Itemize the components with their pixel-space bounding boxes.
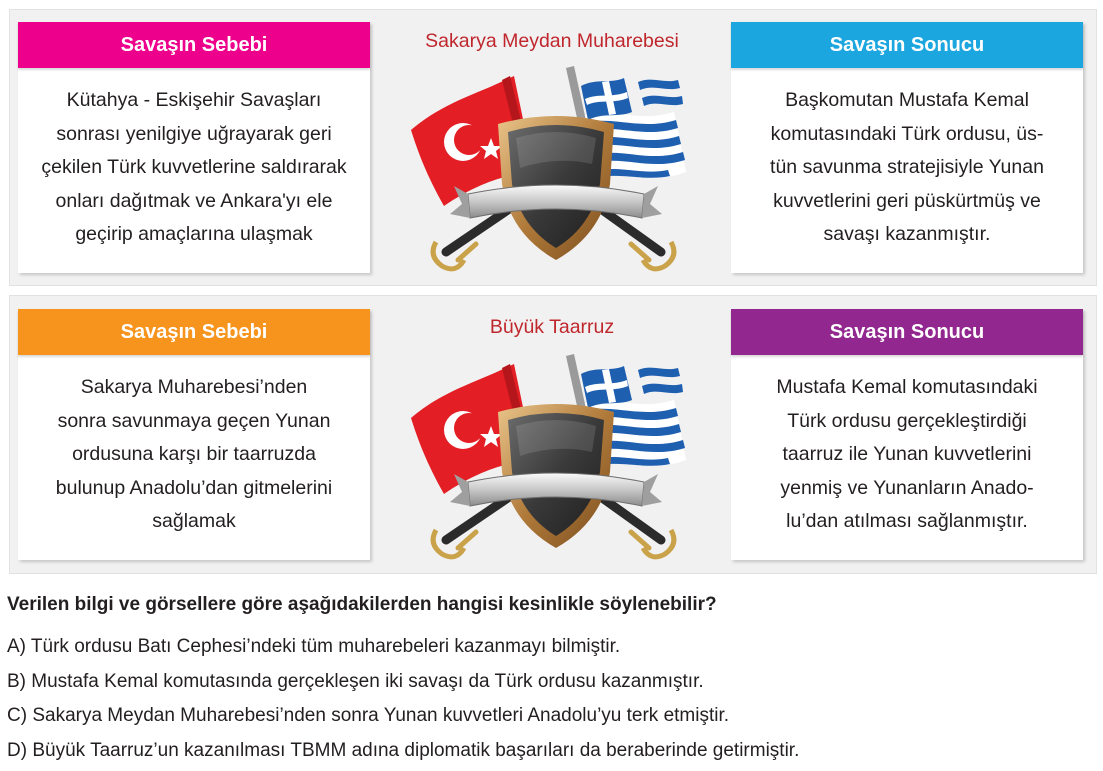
battle2-cause-card	[18, 309, 370, 560]
option-d[interactable]: D) Büyük Taarruz’un kazanılması TBMM adına diplomatik başarıları da beraberinde getirmiştir.	[7, 739, 800, 761]
text-line: geçirip amaçlarına ulaşmak	[75, 223, 313, 245]
text-line: bulunup Anadolu’dan gitmelerini	[55, 476, 333, 499]
text-line: savaşı kazanmıştır.	[823, 223, 991, 245]
battle2-emblem	[406, 352, 696, 562]
battle1-emblem	[406, 64, 696, 274]
option-a[interactable]: A) Türk ordusu Batı Cephesi’ndeki tüm muharebeleri kazanmayı bilmiştir.	[7, 636, 621, 657]
option-b[interactable]: B) Mustafa Kemal komutasında gerçekleşen iki savaşı da Türk ordusu kazanmıştır.	[7, 670, 704, 692]
text-line: Mustafa Kemal komutasındaki	[776, 376, 1038, 398]
battle1-cause-text	[18, 84, 370, 252]
text-line: Başkomutan Mustafa Kemal	[785, 89, 1029, 111]
battle1-cause-header: Savaşın Sebebi	[18, 22, 370, 68]
text-line: sonrası yenilgiye uğrayarak geri	[56, 122, 332, 145]
battle1-cause-card	[18, 22, 370, 273]
battle1-result-header: Savaşın Sonucu	[731, 22, 1083, 68]
battle1-result-text	[731, 84, 1083, 252]
battle1-title: Sakarya Meydan Muharebesi	[425, 30, 679, 52]
battle2-result-text	[731, 371, 1083, 539]
option-c[interactable]: C) Sakarya Meydan Muharebesi’nden sonra Yunan kuvvetleri Anadolu’yu terk etmiştir.	[7, 705, 730, 726]
text-line: Kütahya - Eskişehir Savaşları	[66, 89, 322, 111]
text-line: lu’dan atılması sağlanmıştır.	[786, 510, 1028, 532]
answer-options	[7, 630, 799, 768]
battle2-cause-text	[18, 371, 370, 539]
text-line: kuvvetlerini geri püskürtmüş ve	[773, 189, 1041, 212]
text-line: sağlamak	[152, 510, 236, 532]
battle1-result-card	[731, 22, 1083, 273]
battle2-cause-header: Savaşın Sebebi	[18, 309, 370, 355]
text-line: sonra savunmaya geçen Yunan	[57, 409, 331, 432]
question-text: Verilen bilgi ve görsellere göre aşağıdakilerden hangisi kesinlikle söylenebilir?	[7, 594, 717, 615]
text-line: taarruz ile Yunan kuvvetlerini	[782, 443, 1032, 465]
battle2-result-header: Savaşın Sonucu	[731, 309, 1083, 355]
text-line: tün savunma stratejisiyle Yunan	[770, 156, 1044, 178]
text-line: ordusuna karşı bir taarruzda	[72, 443, 316, 465]
text-line: onları dağıtmak ve Ankara'yı ele	[55, 189, 333, 212]
battle2-title: Büyük Taarruz	[489, 316, 615, 338]
text-line: çekilen Türk kuvvetlerine saldırarak	[41, 156, 347, 178]
text-line: yenmiş ve Yunanların Anado-	[780, 476, 1034, 499]
text-line: Türk ordusu gerçekleştirdiği	[787, 409, 1027, 432]
text-line: komutasındaki Türk ordusu, üs-	[770, 122, 1044, 145]
battle2-result-card	[731, 309, 1083, 560]
text-line: Sakarya Muharebesi’nden	[80, 376, 308, 398]
